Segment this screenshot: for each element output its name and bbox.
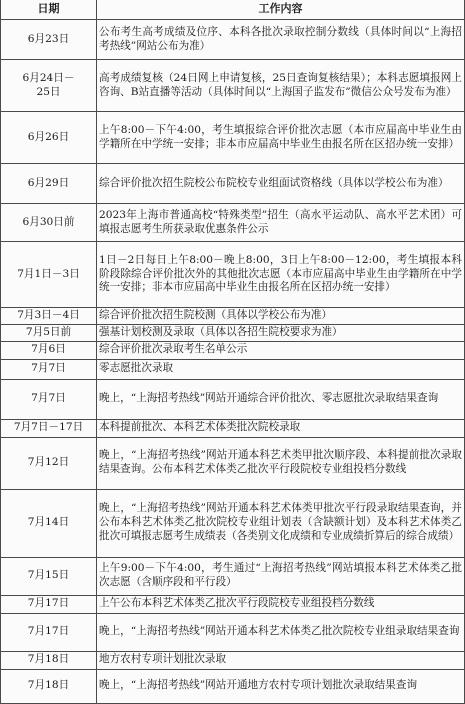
table-row [1, 60, 465, 112]
row-date: 6月30日前 [1, 204, 97, 242]
column-header-content: 工作内容 [97, 0, 465, 20]
row-date: 7月17日 [1, 595, 97, 613]
table-row [1, 669, 465, 703]
row-date: 6月29日 [1, 164, 97, 204]
table-row [1, 437, 465, 489]
row-date: 7月5日前 [1, 324, 97, 341]
table-row [1, 324, 465, 341]
table-row [1, 557, 465, 595]
table-header-row [1, 0, 465, 20]
table-row [1, 242, 465, 308]
column-header-date: 日期 [1, 0, 97, 20]
row-date: 7月12日 [1, 437, 97, 489]
table-row [1, 308, 465, 325]
table-row [1, 489, 465, 557]
row-content: 零志愿批次录取 [97, 359, 465, 379]
row-date: 6月24日－ 25日 [1, 60, 97, 112]
table-row [1, 595, 465, 613]
row-content: 本科提前批次、本科艺术体类批次院校录取 [97, 419, 465, 437]
table-row [1, 379, 465, 419]
row-date: 7月7日 [1, 359, 97, 379]
row-date: 7月18日 [1, 651, 97, 669]
table-row [1, 164, 465, 204]
row-content: 综合评价批次录取考生名单公示 [97, 341, 465, 359]
row-content: 晚上，“上海招考热线”网站开通综合评价批次、零志愿批次录取结果查询 [97, 379, 465, 419]
row-date: 7月18日 [1, 669, 97, 703]
table-row [1, 204, 465, 242]
row-date: 7月17日 [1, 613, 97, 651]
table-row [1, 341, 465, 359]
row-content: 上午公布本科艺术体类乙批次平行段院校专业组投档分数线 [97, 595, 465, 613]
row-date: 7月7日－17日 [1, 419, 97, 437]
row-date: 7月14日 [1, 489, 97, 557]
row-content: 公布考生高考成绩及位序、本科各批次录取控制分数线（具体时间以“上海招考热线”网站公布为准） [97, 20, 465, 60]
row-content: 晚上，“上海招考热线”网站开通本科艺术体类甲批次平行段录取结果查询，并公布本科艺术体类乙批次院校专业组计划表（含缺额计划）及本科艺术体类乙批次可填报志愿考生成绩表（各类别文化成绩和专业成绩折算后的综合成绩） [97, 489, 465, 557]
row-content: 强基计划校测及录取（具体以各招生院校要求为准） [97, 324, 465, 341]
row-date: 6月23日 [1, 20, 97, 60]
row-date: 6月26日 [1, 112, 97, 164]
row-content: 高考成绩复核（24日网上申请复核，25日查询复核结果）；本科志愿填报网上咨询、B站直播等活动（具体时间以“上海国子监发布”微信公众号发布为准） [97, 60, 465, 112]
table-row [1, 419, 465, 437]
row-content: 上午9:00－下午4:00，考生通过“上海招考热线”网站填报本科艺术体类乙批次志愿（含顺序段和平行段） [97, 557, 465, 595]
row-content: 晚上，“上海招考热线”网站开通本科艺术体类乙批次院校专业组录取结果查询 [97, 613, 465, 651]
row-content: 晚上，“上海招考热线”网站开通地方农村专项计划批次录取结果查询 [97, 669, 465, 703]
table-row [1, 20, 465, 60]
row-content: 上午8:00－下午4:00，考生填报综合评价批次志愿（本市应届高中毕业生由学籍所在中学统一安排；非本市应届高中毕业生由报名所在区招办统一安排） [97, 112, 465, 164]
row-content: 1日－2日每日上午8:00－晚上8:00，3日上午8:00－12:00，考生填报本科阶段除综合评价批次外的其他批次志愿（本市应届高中毕业生由学籍所在中学统一安排；非本市应届高中毕业生由报名所在区招办统一安排） [97, 242, 465, 308]
table-row [1, 613, 465, 651]
row-date: 7月3日－4日 [1, 308, 97, 325]
row-date: 7月15日 [1, 557, 97, 595]
row-date: 7月7日 [1, 379, 97, 419]
table-row [1, 112, 465, 164]
row-content: 地方农村专项计划批次录取 [97, 651, 465, 669]
row-content: 晚上，“上海招考热线”网站开通本科艺术类甲批次顺序段、本科提前批次录取结果查询。公布本科艺术体类乙批次平行段院校专业组投档分数线 [97, 437, 465, 489]
row-content: 综合评价批次招生院校测（具体以学校公布为准） [97, 308, 465, 325]
row-content: 2023年上海市普通高校“特殊类型”招生（高水平运动队、高水平艺术团）可填报志愿考生所获录取优惠条件公示 [97, 204, 465, 242]
row-content: 综合评价批次招生院校公布院校专业组面试资格线（具体以学校公布为准） [97, 164, 465, 204]
table-row [1, 651, 465, 669]
row-date: 7月1日－3日 [1, 242, 97, 308]
table-row [1, 359, 465, 379]
row-date: 7月6日 [1, 341, 97, 359]
